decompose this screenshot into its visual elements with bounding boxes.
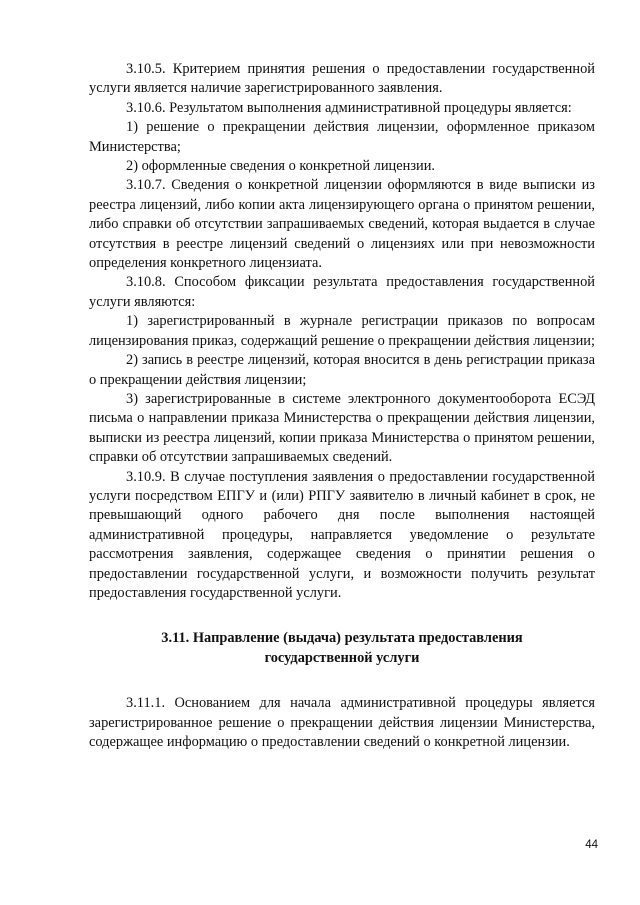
- list-item-3: 3) зарегистрированные в системе электронного документооборота ЕСЭД письма о направлении приказа Министерства о прекращении действия лицензии, выписки из реестра лицензий, копии приказа Министерства о принятом решении, справки об отсутствии запрашиваемых сведений.: [89, 390, 595, 466]
- section-heading: [89, 629, 595, 668]
- list-item-1: 1) зарегистрированный в журнале регистрации приказов по вопросам лицензирования приказ, содержащий решение о прекращении действия лицензии;: [89, 313, 595, 349]
- page-number: 44: [585, 839, 598, 851]
- list-item-1: 1) решение о прекращении действия лицензии, оформленное приказом Министерства;: [89, 119, 595, 155]
- document-body: [89, 60, 595, 752]
- paragraph-3-10-9: 3.10.9. В случае поступления заявления о предоставлении государственной услуги посредством ЕПГУ и (или) РПГУ заявителю в личный кабинет в срок, не превышающий одного рабочего дня после выполнения настоящей административной процедуры, направляется уведомление о результате рассмотрения заявления, содержащее сведения о принятии решения о предоставлении государственной услуги, и возможности получить результат предоставления государственной услуги.: [89, 468, 595, 601]
- list-item-2: 2) оформленные сведения о конкретной лицензии.: [126, 158, 435, 175]
- paragraph-3-10-8: 3.10.8. Способом фиксации результата предоставления государственной услуги являются:: [89, 274, 595, 310]
- paragraph-3-10-5: 3.10.5. Критерием принятия решения о предоставлении государственной услуги является наличие зарегистрированного заявления.: [89, 61, 595, 97]
- paragraph-3-10-7: 3.10.7. Сведения о конкретной лицензии оформляются в виде выписки из реестра лицензий, либо копии акта лицензирующего органа о принятом решении, либо справки об отсутствии запрашиваемых сведений, которая выдается в случае отсутствия в реестре лицензий сведений о лицензиях или при невозможности определения конкретного лицензиата.: [89, 177, 595, 272]
- section-heading-line-2: государственной услуги: [264, 649, 420, 666]
- paragraph-3-11-1: 3.11.1. Основанием для начала административной процедуры является зарегистрированное решение о прекращении действия лицензии Министерства, содержащее информацию о предоставлении сведений о конкретной лицензии.: [89, 695, 595, 750]
- paragraph-3-10-6: 3.10.6. Результатом выполнения административной процедуры является:: [126, 99, 572, 116]
- section-heading-line-1: 3.11. Направление (выдача) результата предоставления: [161, 630, 523, 647]
- list-item-2: 2) запись в реестре лицензий, которая вносится в день регистрации приказа о прекращении действия лицензии;: [89, 352, 595, 388]
